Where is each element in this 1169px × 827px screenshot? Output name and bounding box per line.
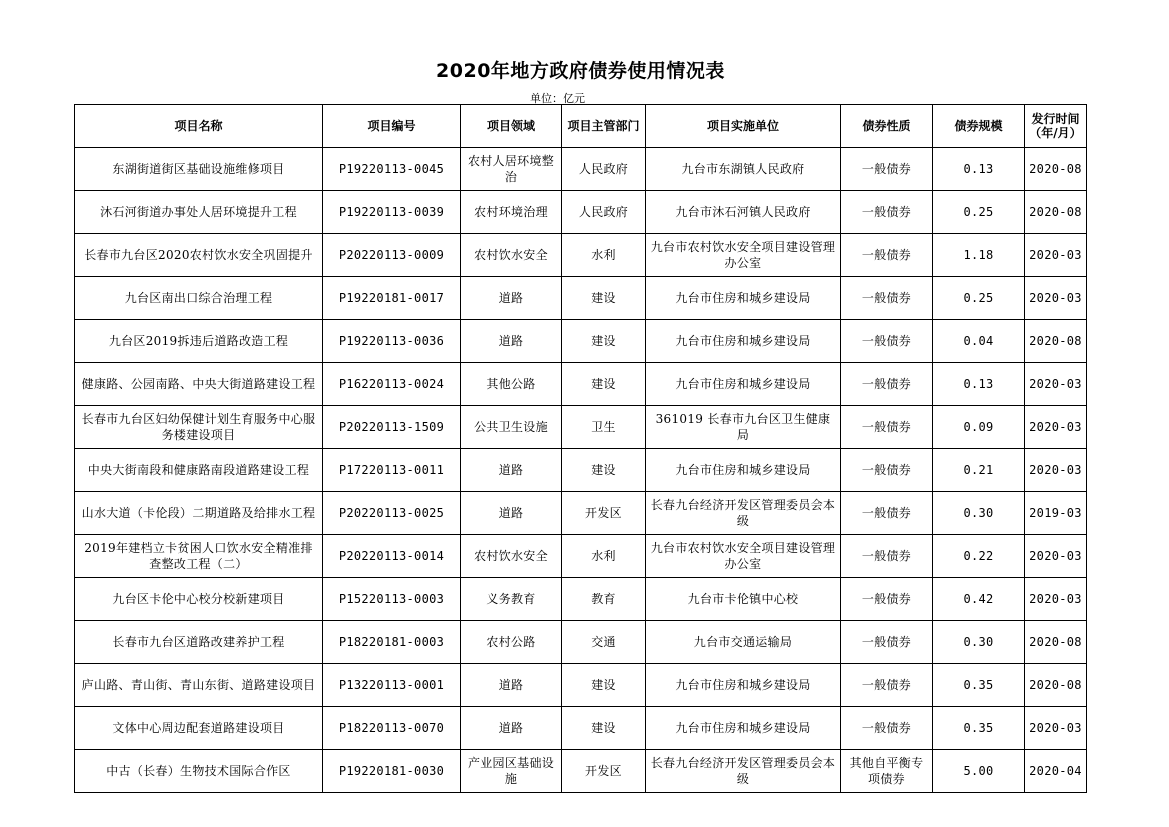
bond-scale-cell: 0.22 (933, 535, 1025, 578)
column-header: 项目领域 (461, 105, 562, 148)
bond-type-cell: 一般债券 (841, 320, 933, 363)
project-name-cell: 健康路、公园南路、中央大街道路建设工程 (75, 363, 323, 406)
table-row (75, 664, 1087, 707)
project-code-cell: P13220113-0001 (323, 664, 461, 707)
project-code-cell: P20220113-1509 (323, 406, 461, 449)
bond-type-cell: 一般债券 (841, 191, 933, 234)
project-name-cell: 长春市九台区2020农村饮水安全巩固提升 (75, 234, 323, 277)
project-code-cell: P18220181-0003 (323, 621, 461, 664)
implementing-unit-cell: 361019 长春市九台区卫生健康局 (646, 406, 841, 449)
project-name-cell: 文体中心周边配套道路建设项目 (75, 707, 323, 750)
project-name-cell: 2019年建档立卡贫困人口饮水安全精准排查整改工程（二） (75, 535, 323, 578)
implementing-unit-cell: 九台市沐石河镇人民政府 (646, 191, 841, 234)
project-code-cell: P19220113-0039 (323, 191, 461, 234)
project-code-cell: P19220181-0030 (323, 750, 461, 793)
table-row (75, 750, 1087, 793)
project-dept-cell: 交通 (562, 621, 646, 664)
implementing-unit-cell: 九台市农村饮水安全项目建设管理办公室 (646, 234, 841, 277)
project-name-cell: 山水大道（卡伦段）二期道路及给排水工程 (75, 492, 323, 535)
table-row (75, 578, 1087, 621)
bond-scale-cell: 0.35 (933, 707, 1025, 750)
table-row (75, 320, 1087, 363)
table-row (75, 449, 1087, 492)
implementing-unit-cell: 长春九台经济开发区管理委员会本级 (646, 492, 841, 535)
project-field-cell: 道路 (461, 277, 562, 320)
bond-scale-cell: 0.13 (933, 363, 1025, 406)
project-code-cell: P15220113-0003 (323, 578, 461, 621)
table-row (75, 277, 1087, 320)
issue-date-cell: 2020-08 (1025, 621, 1087, 664)
project-code-cell: P16220113-0024 (323, 363, 461, 406)
implementing-unit-cell: 九台市住房和城乡建设局 (646, 707, 841, 750)
implementing-unit-cell: 九台市农村饮水安全项目建设管理办公室 (646, 535, 841, 578)
bond-type-cell: 一般债券 (841, 406, 933, 449)
column-header: 项目编号 (323, 105, 461, 148)
table-row (75, 535, 1087, 578)
project-code-cell: P19220113-0045 (323, 148, 461, 191)
issue-date-cell: 2020-03 (1025, 234, 1087, 277)
project-field-cell: 农村饮水安全 (461, 234, 562, 277)
project-dept-cell: 人民政府 (562, 191, 646, 234)
project-field-cell: 农村环境治理 (461, 191, 562, 234)
column-header: 项目名称 (75, 105, 323, 148)
implementing-unit-cell: 九台市住房和城乡建设局 (646, 664, 841, 707)
project-dept-cell: 建设 (562, 363, 646, 406)
issue-date-cell: 2020-08 (1025, 191, 1087, 234)
table-header-row (75, 105, 1087, 148)
project-dept-cell: 开发区 (562, 492, 646, 535)
implementing-unit-cell: 九台市住房和城乡建设局 (646, 320, 841, 363)
project-dept-cell: 水利 (562, 535, 646, 578)
project-name-cell: 中古（长春）生物技术国际合作区 (75, 750, 323, 793)
bond-scale-cell: 0.25 (933, 191, 1025, 234)
project-code-cell: P20220113-0014 (323, 535, 461, 578)
issue-date-cell: 2020-08 (1025, 664, 1087, 707)
project-code-cell: P18220113-0070 (323, 707, 461, 750)
implementing-unit-cell: 九台市交通运输局 (646, 621, 841, 664)
page-title: 2020年地方政府债券使用情况表 (436, 60, 725, 82)
project-dept-cell: 水利 (562, 234, 646, 277)
project-field-cell: 道路 (461, 492, 562, 535)
project-dept-cell: 教育 (562, 578, 646, 621)
bond-scale-cell: 0.25 (933, 277, 1025, 320)
bond-type-cell: 一般债券 (841, 148, 933, 191)
implementing-unit-cell: 长春九台经济开发区管理委员会本级 (646, 750, 841, 793)
bond-type-cell: 一般债券 (841, 621, 933, 664)
project-field-cell: 产业园区基础设施 (461, 750, 562, 793)
table-row (75, 492, 1087, 535)
project-name-cell: 九台区卡伦中心校分校新建项目 (75, 578, 323, 621)
bond-type-cell: 一般债券 (841, 492, 933, 535)
bond-scale-cell: 0.30 (933, 621, 1025, 664)
project-name-cell: 九台区2019拆违后道路改造工程 (75, 320, 323, 363)
table-row (75, 363, 1087, 406)
project-name-cell: 长春市九台区妇幼保健计划生育服务中心服务楼建设项目 (75, 406, 323, 449)
project-field-cell: 其他公路 (461, 363, 562, 406)
column-header: 债券规模 (933, 105, 1025, 148)
table-row (75, 191, 1087, 234)
issue-date-cell: 2019-03 (1025, 492, 1087, 535)
issue-date-cell: 2020-08 (1025, 148, 1087, 191)
project-dept-cell: 建设 (562, 320, 646, 363)
project-field-cell: 农村公路 (461, 621, 562, 664)
project-dept-cell: 建设 (562, 277, 646, 320)
project-code-cell: P20220113-0009 (323, 234, 461, 277)
project-code-cell: P20220113-0025 (323, 492, 461, 535)
issue-date-cell: 2020-08 (1025, 320, 1087, 363)
implementing-unit-cell: 九台市住房和城乡建设局 (646, 363, 841, 406)
bond-scale-cell: 1.18 (933, 234, 1025, 277)
project-field-cell: 道路 (461, 707, 562, 750)
table-row (75, 234, 1087, 277)
project-name-cell: 中央大街南段和健康路南段道路建设工程 (75, 449, 323, 492)
issue-date-cell: 2020-03 (1025, 707, 1087, 750)
issue-date-cell: 2020-03 (1025, 277, 1087, 320)
bond-scale-cell: 0.04 (933, 320, 1025, 363)
project-field-cell: 道路 (461, 449, 562, 492)
bond-scale-cell: 0.21 (933, 449, 1025, 492)
issue-date-cell: 2020-03 (1025, 578, 1087, 621)
bond-usage-table (74, 104, 1087, 793)
issue-date-cell: 2020-03 (1025, 363, 1087, 406)
project-name-cell: 长春市九台区道路改建养护工程 (75, 621, 323, 664)
column-header: 债券性质 (841, 105, 933, 148)
bond-type-cell: 一般债券 (841, 578, 933, 621)
project-dept-cell: 建设 (562, 449, 646, 492)
project-field-cell: 公共卫生设施 (461, 406, 562, 449)
project-code-cell: P17220113-0011 (323, 449, 461, 492)
project-field-cell: 农村饮水安全 (461, 535, 562, 578)
implementing-unit-cell: 九台市住房和城乡建设局 (646, 277, 841, 320)
project-name-cell: 沐石河街道办事处人居环境提升工程 (75, 191, 323, 234)
bond-scale-cell: 0.30 (933, 492, 1025, 535)
bond-type-cell: 其他自平衡专项债券 (841, 750, 933, 793)
implementing-unit-cell: 九台市住房和城乡建设局 (646, 449, 841, 492)
bond-type-cell: 一般债券 (841, 234, 933, 277)
bond-type-cell: 一般债券 (841, 449, 933, 492)
column-header: 发行时间（年/月） (1025, 105, 1087, 148)
bond-type-cell: 一般债券 (841, 277, 933, 320)
project-dept-cell: 开发区 (562, 750, 646, 793)
project-code-cell: P19220113-0036 (323, 320, 461, 363)
project-dept-cell: 建设 (562, 707, 646, 750)
project-code-cell: P19220181-0017 (323, 277, 461, 320)
project-name-cell: 东湖街道街区基础设施维修项目 (75, 148, 323, 191)
issue-date-cell: 2020-04 (1025, 750, 1087, 793)
project-field-cell: 义务教育 (461, 578, 562, 621)
bond-type-cell: 一般债券 (841, 363, 933, 406)
project-dept-cell: 人民政府 (562, 148, 646, 191)
project-dept-cell: 建设 (562, 664, 646, 707)
project-name-cell: 九台区南出口综合治理工程 (75, 277, 323, 320)
project-field-cell: 道路 (461, 320, 562, 363)
implementing-unit-cell: 九台市东湖镇人民政府 (646, 148, 841, 191)
bond-scale-cell: 0.09 (933, 406, 1025, 449)
bond-scale-cell: 0.42 (933, 578, 1025, 621)
bond-type-cell: 一般债券 (841, 707, 933, 750)
project-name-cell: 庐山路、青山街、青山东街、道路建设项目 (75, 664, 323, 707)
unit-label: 单位：亿元 (530, 92, 585, 105)
project-field-cell: 道路 (461, 664, 562, 707)
column-header: 项目实施单位 (646, 105, 841, 148)
table-row (75, 621, 1087, 664)
project-field-cell: 农村人居环境整治 (461, 148, 562, 191)
table-row (75, 707, 1087, 750)
bond-scale-cell: 0.35 (933, 664, 1025, 707)
bond-type-cell: 一般债券 (841, 535, 933, 578)
bond-type-cell: 一般债券 (841, 664, 933, 707)
issue-date-cell: 2020-03 (1025, 406, 1087, 449)
bond-scale-cell: 5.00 (933, 750, 1025, 793)
table-row (75, 406, 1087, 449)
issue-date-cell: 2020-03 (1025, 535, 1087, 578)
bond-scale-cell: 0.13 (933, 148, 1025, 191)
column-header: 项目主管部门 (562, 105, 646, 148)
issue-date-cell: 2020-03 (1025, 449, 1087, 492)
table-row (75, 148, 1087, 191)
project-dept-cell: 卫生 (562, 406, 646, 449)
implementing-unit-cell: 九台市卡伦镇中心校 (646, 578, 841, 621)
